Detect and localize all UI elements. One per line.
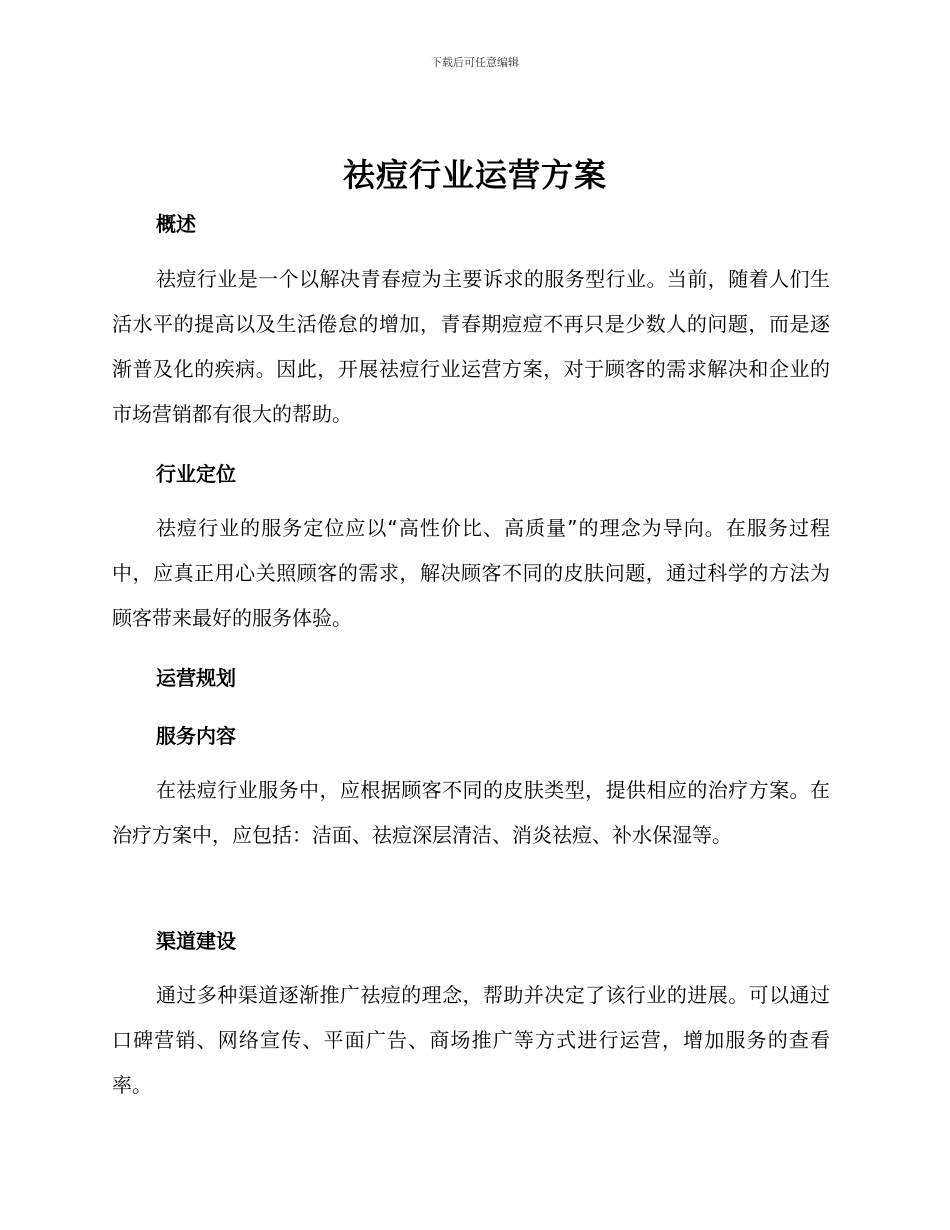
section-heading-overview: 概述 xyxy=(156,212,196,236)
section-paragraph-channels: 通过多种渠道逐渐推广祛痘的理念，帮助并决定了该行业的进展。可以通过口碑营销、网络宣传、平面广告、商场推广等方式进行运营，增加服务的查看率。 xyxy=(112,983,830,1097)
section-paragraph-overview: 祛痘行业是一个以解决青春痘为主要诉求的服务型行业。当前，随着人们生活水平的提高以及生活倦怠的增加，青春期痘痘不再只是少数人的问题，而是逐渐普及化的疾病。因此，开展祛痘行业运营方案，对于顾客的需求解决和企业的市场营销都有很大的帮助。 xyxy=(112,267,830,426)
section-paragraph-services: 在祛痘行业服务中，应根据顾客不同的皮肤类型，提供相应的治疗方案。在治疗方案中，应包括：洁面、祛痘深层清洁、消炎祛痘、补水保湿等。 xyxy=(112,778,830,847)
section-heading-channels: 渠道建设 xyxy=(156,929,236,953)
section-paragraph-positioning: 祛痘行业的服务定位应以“高性价比、高质量”的理念为导向。在服务过程中，应真正用心关照顾客的需求，解决顾客不同的皮肤问题，通过科学的方法为顾客带来最好的服务体验。 xyxy=(112,516,830,630)
header-note: 下载后可任意编辑 xyxy=(431,56,519,69)
page-title: 祛痘行业运营方案 xyxy=(342,156,607,194)
section-heading-planning: 运营规划 xyxy=(156,666,236,690)
section-heading-positioning: 行业定位 xyxy=(156,462,236,486)
section-heading-services: 服务内容 xyxy=(156,724,236,748)
